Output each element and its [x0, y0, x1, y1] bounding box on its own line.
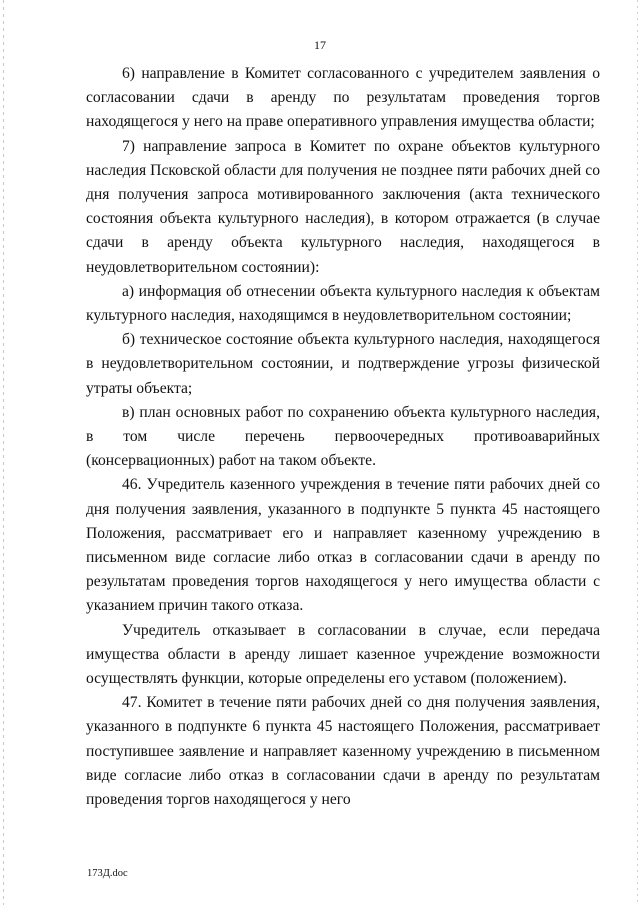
paragraph-subitem-v: в) план основных работ по сохранению объекта культурного наследия, в том числе перечень первоочередных противоаварийных (консервационных) работ на таком объекте. — [86, 403, 600, 470]
scan-edge-left — [3, 0, 4, 905]
page-number: 17 — [314, 38, 326, 52]
paragraph-subitem-a: а) информация об отнесении объекта культурного наследия к объектам культурного наследия, находящимся в неудовлетворительном состоянии; — [86, 282, 600, 325]
paragraph-clause-46-refusal: Учредитель отказывает в согласовании в случае, если передача имущества области в аренду лишает казенное учреждение возможности осуществлять функции, которые определены его уставом (положением). — [86, 621, 600, 688]
paragraph-item-6: 6) направление в Комитет согласованного с учредителем заявления о согласовании сдачи в аренду по результатам проведения торгов находящегося у него на праве оперативного управления имущества области; — [86, 65, 600, 131]
footer-filename: 173Д.doc — [87, 868, 128, 879]
body-text — [86, 62, 600, 812]
paragraph-clause-47: 47. Комитет в течение пяти рабочих дней со дня получения заявления, указанного в подпункте 6 пункта 45 настоящего Положения, рассматривает поступившее заявление и направляет казенному учреждению в письменном виде согласие либо отказ в согласовании сдачи в аренду по результатам проведения торгов находящегося у него — [86, 694, 600, 809]
paragraph-clause-46: 46. Учредитель казенного учреждения в течение пяти рабочих дней со дня получения заявления, указанного в подпункте 5 пункта 45 настоящего Положения, рассматривает его и направляет казенному учреждению в письменном виде согласие либо отказ в согласовании сдачи в аренду по результатам проведения торгов находящегося у него имущества области с указанием причин такого отказа. — [86, 476, 600, 615]
scan-edge-right — [637, 0, 638, 905]
paragraph-item-7: 7) направление запроса в Комитет по охране объектов культурного наследия Псковской области для получения не позднее пяти рабочих дней со дня получения запроса мотивированного заключения (акта технического состояния объекта культурного наследия), в котором отражается (в случае сдачи в аренду объекта культурного наследия, находящегося в неудовлетворительном состоянии): — [86, 137, 600, 276]
paragraph-subitem-b: б) техническое состояние объекта культурного наследия, находящегося в неудовлетворительном состоянии, и подтверждение угрозы физической утраты объекта; — [86, 331, 600, 397]
